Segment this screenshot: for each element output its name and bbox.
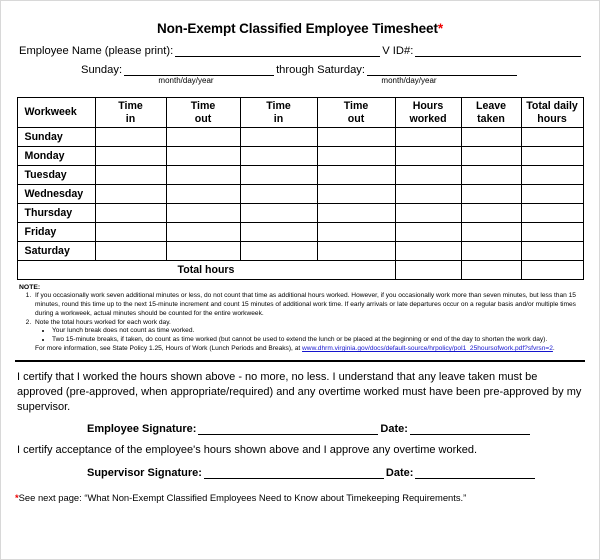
- cell-leave-taken[interactable]: [461, 242, 521, 261]
- row-day-label: Saturday: [17, 242, 95, 261]
- cell-total-daily-hours[interactable]: [521, 166, 583, 185]
- page-title: [1, 21, 599, 36]
- cell-total-daily-hours[interactable]: [521, 204, 583, 223]
- note-bullet-1: • Your lunch break does not count as time worked.: [52, 327, 585, 336]
- note-item-2-text: Note the total hours worked for each work day.: [35, 318, 171, 326]
- row-day-label: Thursday: [17, 204, 95, 223]
- more-information-suffix: .: [552, 345, 555, 353]
- column-header-leave-taken-line1: Leave: [475, 100, 507, 113]
- employee-name-input[interactable]: [175, 45, 380, 57]
- notes-section: [1, 283, 599, 354]
- column-header-time-in-2-line2: in: [273, 112, 284, 125]
- cell-time-in-2[interactable]: [240, 204, 317, 223]
- cell-time-out-1[interactable]: [166, 204, 240, 223]
- cell-total-daily-hours[interactable]: [521, 223, 583, 242]
- column-header-leave-taken-line2: taken: [477, 112, 505, 125]
- cell-hours-worked[interactable]: [395, 204, 461, 223]
- cell-time-in-1[interactable]: [95, 242, 166, 261]
- table-row: [17, 166, 583, 185]
- column-header-time-out-1: [166, 98, 240, 128]
- employee-certification-statement: I certify that I worked the hours shown above - no more, no less. I understand that any leave taken must be approved (pre-approved, when appropriate/required) and any overtime worked must have been pre-approved by my supervisor.: [17, 370, 582, 414]
- cell-time-out-2[interactable]: [317, 128, 395, 147]
- column-header-total-daily-hours-line2: hours: [537, 112, 567, 125]
- total-hours-label: Total hours: [17, 261, 395, 280]
- through-saturday-label: through Saturday:: [276, 64, 365, 76]
- more-information-prefix: For more information, see State Policy 1.25, Hours of Work (Lunch Periods and Breaks), at: [35, 345, 303, 353]
- cell-hours-worked[interactable]: [395, 185, 461, 204]
- cell-time-out-1[interactable]: [166, 185, 240, 204]
- cell-time-in-1[interactable]: [95, 147, 166, 166]
- title-asterisk: *: [437, 21, 443, 36]
- column-header-hours-worked-line2: worked: [409, 112, 447, 125]
- note-item-1: 1. If you occasionally work seven additional minutes or less, do not count that time as additional hours worked. However, if you occasionally work more than seven minutes, but less than 15 minutes, round this time up to the next 15-minute increment and count 15 minutes of additional work time. If early arrivals or late departures occur on a regular basis and/or multiple times during a workweek, actual minutes should be counted for the entire workweek.: [33, 292, 585, 318]
- date-format-hint-saturday: month/day/year: [381, 76, 437, 85]
- cell-time-out-2[interactable]: [317, 166, 395, 185]
- supervisor-date-input[interactable]: [415, 467, 535, 479]
- column-header-leave-taken: [461, 98, 521, 128]
- date-format-hints: [1, 76, 599, 85]
- cell-time-in-2[interactable]: [240, 242, 317, 261]
- row-day-label: Sunday: [17, 128, 95, 147]
- total-cell-leave-taken[interactable]: [461, 261, 521, 280]
- cell-leave-taken[interactable]: [461, 147, 521, 166]
- cell-leave-taken[interactable]: [461, 128, 521, 147]
- cell-leave-taken[interactable]: [461, 185, 521, 204]
- employee-date-label: Date:: [380, 423, 408, 436]
- cell-time-out-2[interactable]: [317, 204, 395, 223]
- cell-time-out-1[interactable]: [166, 128, 240, 147]
- column-header-time-in-1-line2: in: [125, 112, 136, 125]
- footnote: [1, 492, 599, 503]
- cell-hours-worked[interactable]: [395, 128, 461, 147]
- note-item-2: [33, 319, 585, 354]
- cell-total-daily-hours[interactable]: [521, 128, 583, 147]
- cell-time-out-1[interactable]: [166, 166, 240, 185]
- total-cell-total-daily-hours[interactable]: [521, 261, 583, 280]
- timesheet-sheet: [1, 1, 599, 559]
- cell-leave-taken[interactable]: [461, 204, 521, 223]
- row-day-label: Tuesday: [17, 166, 95, 185]
- total-cell-hours-worked[interactable]: [395, 261, 461, 280]
- supervisor-certification-statement: I certify acceptance of the employee's hours shown above and I approve any overtime worked.: [17, 444, 478, 457]
- supervisor-signature-row: [1, 467, 599, 479]
- cell-time-in-1[interactable]: [95, 128, 166, 147]
- column-header-time-in-2-line1: Time: [266, 100, 291, 113]
- timesheet-table: [17, 97, 584, 280]
- column-header-time-out-2-line1: Time: [343, 100, 369, 113]
- column-header-workweek-line1: Workweek: [24, 106, 77, 119]
- footnote-text: See next page: “What Non-Exempt Classified Employees Need to Know about Timekeeping Requirements.”: [18, 491, 467, 503]
- table-row: [17, 223, 583, 242]
- column-header-time-in-1: [95, 98, 166, 128]
- cell-leave-taken[interactable]: [461, 166, 521, 185]
- footnote-asterisk: *: [15, 491, 19, 503]
- column-header-time-out-1-line2: out: [194, 112, 212, 125]
- cell-hours-worked[interactable]: [395, 147, 461, 166]
- notes-list: [19, 292, 585, 354]
- row-day-label: Friday: [17, 223, 95, 242]
- cell-time-out-2[interactable]: [317, 223, 395, 242]
- cell-time-out-2[interactable]: [317, 147, 395, 166]
- section-divider: [15, 360, 585, 362]
- cell-total-daily-hours[interactable]: [521, 147, 583, 166]
- column-header-time-out-1-line1: Time: [190, 100, 216, 113]
- supervisor-signature-label: Supervisor Signature:: [87, 466, 202, 479]
- employee-identity-row: [1, 45, 599, 57]
- table-row: [17, 185, 583, 204]
- row-day-label: Wednesday: [17, 185, 95, 204]
- table-row: [17, 147, 583, 166]
- column-header-hours-worked-line1: Hours: [412, 100, 444, 113]
- column-header-total-daily-hours-line1: Total daily: [526, 100, 578, 113]
- cell-total-daily-hours[interactable]: [521, 185, 583, 204]
- table-row: [17, 128, 583, 147]
- column-header-workweek: [17, 98, 95, 128]
- cell-hours-worked[interactable]: [395, 242, 461, 261]
- cell-time-in-2[interactable]: [240, 147, 317, 166]
- more-information-line: [35, 345, 585, 354]
- employee-date-input[interactable]: [410, 423, 530, 435]
- date-format-hint-sunday: month/day/year: [158, 76, 214, 85]
- policy-link[interactable]: www.dhrm.virginia.gov/docs/default-source/hrpolicy/pol1_25hoursofwork.pdf?sfvrsn=2: [302, 345, 553, 353]
- column-header-hours-worked: [395, 98, 461, 128]
- cell-time-in-1[interactable]: [95, 204, 166, 223]
- row-day-label: Monday: [17, 147, 95, 166]
- cell-time-out-1[interactable]: [166, 223, 240, 242]
- cell-leave-taken[interactable]: [461, 223, 521, 242]
- cell-time-out-1[interactable]: [166, 147, 240, 166]
- supervisor-date-label: Date:: [385, 466, 414, 479]
- workweek-range-row: [1, 64, 599, 76]
- note-bullet-2: • Two 15-minute breaks, if taken, do count as time worked (but cannot be used to extend the lunch or be placed at the beginning or end of the day to shorten the work day).: [52, 336, 585, 345]
- v-id-label: V ID#:: [382, 45, 414, 57]
- column-header-time-out-2: [317, 98, 395, 128]
- notes-heading: NOTE:: [19, 284, 41, 291]
- cell-time-in-1[interactable]: [95, 166, 166, 185]
- cell-time-out-2[interactable]: [317, 242, 395, 261]
- column-header-total-daily-hours: [521, 98, 583, 128]
- cell-time-in-2[interactable]: [240, 223, 317, 242]
- cell-time-out-1[interactable]: [166, 242, 240, 261]
- v-id-input[interactable]: [415, 45, 581, 57]
- employee-signature-input[interactable]: [198, 423, 378, 435]
- sunday-label: Sunday:: [81, 64, 123, 76]
- column-header-time-out-2-line2: out: [347, 112, 365, 125]
- note-bullets: [35, 327, 585, 345]
- column-header-time-in-1-line1: Time: [118, 100, 143, 113]
- cell-time-in-1[interactable]: [95, 223, 166, 242]
- saturday-date-input[interactable]: [367, 64, 517, 76]
- cell-time-in-2[interactable]: [240, 166, 317, 185]
- table-header-row: [17, 98, 583, 128]
- cell-hours-worked[interactable]: [395, 223, 461, 242]
- cell-time-in-2[interactable]: [240, 185, 317, 204]
- employee-signature-row: [1, 423, 599, 435]
- cell-total-daily-hours[interactable]: [521, 242, 583, 261]
- column-header-time-in-2: [240, 98, 317, 128]
- cell-time-out-2[interactable]: [317, 185, 395, 204]
- cell-time-in-1[interactable]: [95, 185, 166, 204]
- cell-hours-worked[interactable]: [395, 166, 461, 185]
- table-row: [17, 204, 583, 223]
- table-total-row: [17, 261, 583, 280]
- page-title-text: Non-Exempt Classified Employee Timesheet: [157, 21, 438, 36]
- table-row: [17, 242, 583, 261]
- employee-signature-label: Employee Signature:: [87, 423, 197, 436]
- supervisor-signature-input[interactable]: [204, 467, 384, 479]
- cell-time-in-2[interactable]: [240, 128, 317, 147]
- employee-name-label: Employee Name (please print):: [19, 45, 174, 57]
- sunday-date-input[interactable]: [124, 64, 274, 76]
